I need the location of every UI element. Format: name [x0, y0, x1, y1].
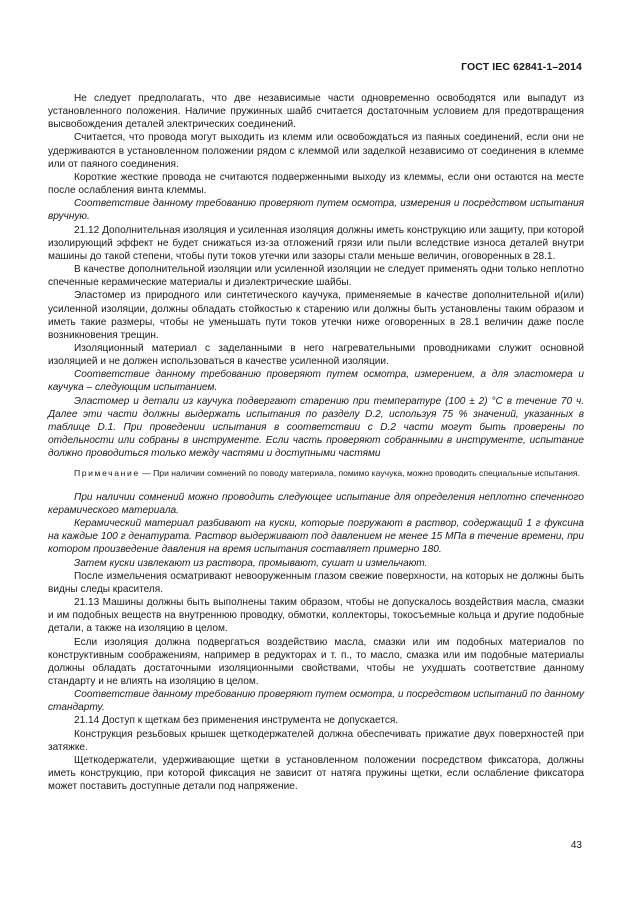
paragraph: После измельчения осматривают невооруженным глазом свежие поверхности, на которых не должны быть видны следы красителя.	[48, 570, 584, 595]
note-text: — При наличии сомнений по поводу материала, помимо каучука, можно проводить специальные испытания.	[139, 468, 580, 479]
note	[48, 468, 584, 479]
paragraph: Считается, что провода могут выходить из клемм или освобождаться из паяных соединений, если они не удерживаются в установленном положении рядом с клеммой или заделкой независимо от соединения в клемме или от паяного соединения.	[48, 132, 584, 170]
clause-21-12: 21.12 Дополнительная изоляция и усиленная изоляция должны иметь конструкцию или защиту, при которой изолирующий эффект не будет снижаться из-за отложений грязи или пыли вследствие износа деталей внутри машины до такой степени, чтобы пути токов утечки или зазоры стали меньше величин, оговоренных в 28.1.	[48, 224, 584, 262]
paragraph: В качестве дополнительной изоляции или усиленной изоляции не следует применять одни только неплотно спеченные керамические материалы и диэлектрические шайбы.	[48, 264, 584, 289]
test-paragraph: При наличии сомнений можно проводить следующее испытание для определения неплотно спеченного керамического материала.	[48, 491, 584, 516]
standard-header: ГОСТ IEC 62841-1–2014	[461, 61, 582, 73]
document-body	[48, 92, 584, 793]
paragraph: Изоляционный материал с заделанными в него нагревательными проводниками служит основной изоляцией и не должен использоваться в качестве усиленной изоляции.	[48, 342, 584, 368]
clause-21-13: 21.13 Машины должны быть выполнены таким образом, чтобы не допускалось воздействия масла, смазки и им подобных веществ на внутреннюю проводку, обмотки, коллекторы, токосъемные кольца и другие подобные детали, а также на изоляцию в целом.	[48, 597, 584, 635]
test-paragraph: Эластомер и детали из каучука подвергают старению при температуре (100 ± 2) °C в течение 70 ч. Далее эти части должны выдержать испытания по разделу D.2, используя 75 % значений, указанных в таблице D.1. При проведении испытания в соответствии с D.2 части могут быть проверены по отдельности или собраны в инструменте. Если часть проверяют собранными в инструменте, испытание должно проводиться только между частями и доступными частями	[48, 395, 584, 460]
clause-21-14: 21.14 Доступ к щеткам без применения инструмента не допускается.	[74, 715, 399, 727]
page-number: 43	[570, 840, 582, 851]
compliance-paragraph: Соответствие данному требованию проверяют путем осмотра, измерения и посредством испытания вручную.	[48, 198, 584, 223]
paragraph: Не следует предполагать, что две независимые части одновременно освободятся или выпадут из установленного положения. Наличие пружинных шайб считается достаточным условием для предотвращения высвобождения деталей электрических соединений.	[48, 93, 584, 131]
paragraph: Эластомер из природного или синтетического каучука, применяемые в качестве дополнительной и(или) усиленной изоляции, должны обладать стойкостью к старению или должны быть установлены таким образом и иметь такие размеры, чтобы не уменьшать пути токов утечки ниже оговоренных в 28.1 величин даже после возникновения трещин.	[48, 290, 584, 341]
test-paragraph: Затем куски извлекают из раствора, промывают, сушат и измельчают.	[74, 557, 428, 569]
paragraph: Щеткодержатели, удерживающие щетки в установленном положении посредством фиксатора, должны иметь конструкцию, при которой фиксация не зависит от натяга пружины щетки, если ослабление фиксатора может поставить доступные детали под напряжение.	[48, 754, 584, 793]
paragraph: Если изоляция должна подвергаться воздействию масла, смазки или им подобных материалов по конструктивным соображениям, например в редукторах и т. п., то масло, смазка или им подобные материалы должны обладать достаточными изоляционными свойствами, чтобы не ухудшать соответствие данному стандарту и не влиять на изоляцию в целом.	[48, 636, 584, 687]
compliance-paragraph: Соответствие данному требованию проверяют путем осмотра, и посредством испытаний по данному стандарту.	[48, 689, 584, 714]
paragraph: Конструкция резьбовых крышек щеткодержателей должна обеспечивать прижатие двух поверхностей при затяжке.	[48, 728, 584, 753]
compliance-paragraph: Соответствие данному требованию проверяют путем осмотра, измерением, а для эластомера и каучука – следующим испытанием.	[48, 369, 584, 394]
test-paragraph: Керамический материал разбивают на куски, которые погружают в раствор, содержащий 1 г фуксина на каждые 100 г денатурата. Раствор выдерживают под давлением не менее 15 МПа в течение времени, при котором произведение давления на время испытания составляет примерно 180.	[48, 518, 584, 556]
paragraph: Короткие жесткие провода не считаются подверженными выходу из клеммы, если они остаются на месте после ослабления винта клеммы.	[48, 171, 584, 197]
note-lead: Примечание	[74, 468, 140, 479]
